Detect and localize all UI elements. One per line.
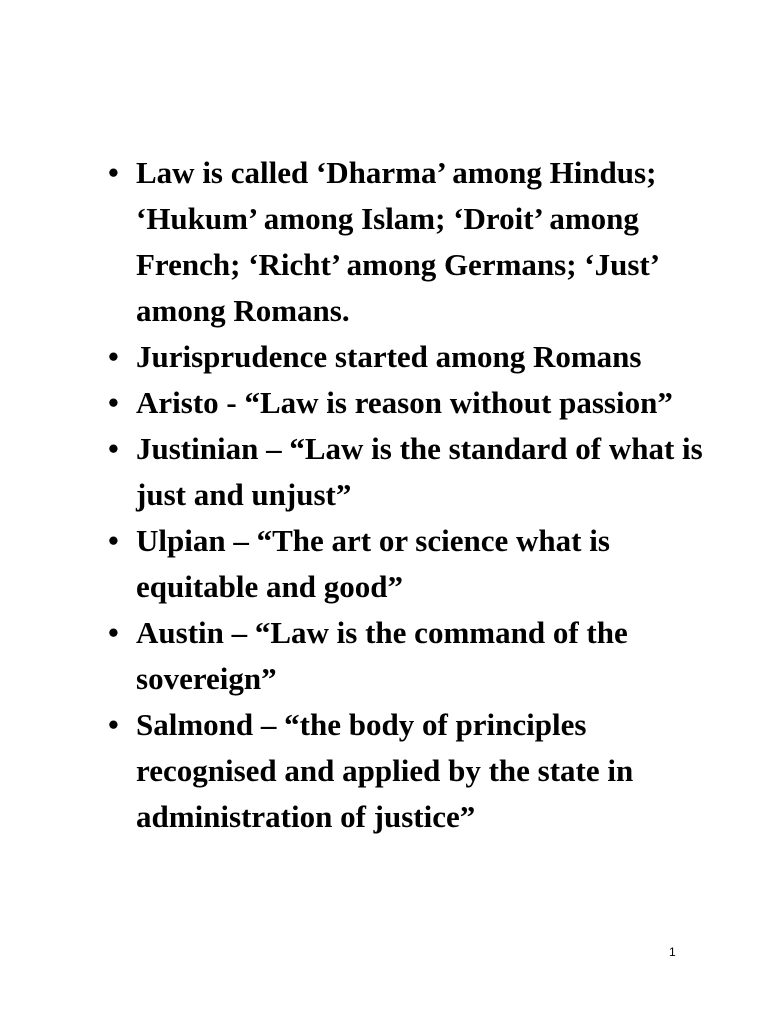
bullet-item-law-names: • Law is called ‘Dharma’ among Hindus; ‘Hukum’ among Islam; ‘Droit’ among French; ‘Richt’ among Germans; ‘Just’ among Romans. <box>106 150 706 334</box>
bullet-item-salmond: • Salmond – “the body of principles recognised and applied by the state in administration of justice” <box>106 702 706 840</box>
bullet-item-ulpian: • Ulpian – “The art or science what is equitable and good” <box>106 518 706 610</box>
bullet-item-jurisprudence-origin: • Jurisprudence started among Romans <box>106 334 706 380</box>
page-number: 1 <box>669 945 676 959</box>
bullet-item-justinian: • Justinian – “Law is the standard of what is just and unjust” <box>106 426 706 518</box>
bullet-item-aristo: • Aristo - “Law is reason without passion” <box>106 380 706 426</box>
bullet-list <box>106 150 706 840</box>
bullet-item-austin: • Austin – “Law is the command of the sovereign” <box>106 610 706 702</box>
